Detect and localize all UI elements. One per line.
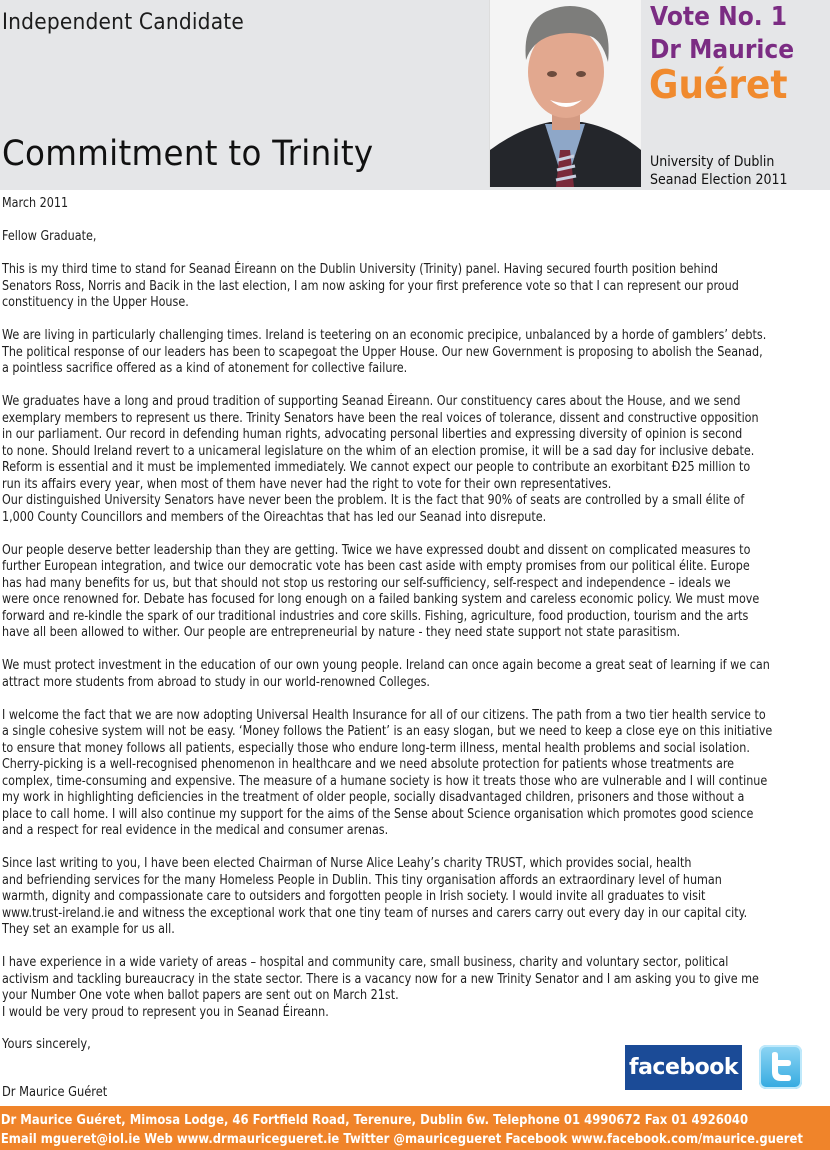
paragraph-line: your Number One vote when ballot papers are sent out on March 21st. (2, 988, 399, 1003)
paragraph-line: I have experience in a wide variety of areas – hospital and community care, small business, charity and voluntary sector, political (2, 955, 729, 970)
paragraph-line: Reform is essential and it must be implemented immediately. We cannot expect our people to contribute an exorbitant Đ25 million to (2, 460, 751, 475)
paragraph-line: They set an example for us all. (2, 922, 175, 937)
paragraph-line: have all been allowed to wither. Our people are entrepreneurial by nature - they need state support not state parasitism. (2, 625, 681, 640)
candidate-first-name: Dr Maurice (650, 35, 795, 65)
paragraph-line: activism and tackling bureaucracy in the state sector. There is a vacancy now for a new Trinity Senator and I am asking you to give me (2, 971, 759, 987)
paragraph-line: in our parliament. Our record in defending human rights, advocating personal liberties and expressing diversity of opinion is second (2, 427, 743, 442)
paragraph-line: Senators Ross, Norris and Bacik in the last election, I am now asking for your first preference vote so that I can represent our proud (2, 278, 739, 294)
letter-date: March 2011 (2, 196, 69, 211)
paragraph-line: run its affairs every year, when most of them have never had the right to vote for their own representatives. (2, 476, 612, 492)
paragraph-line: to none. Should Ireland revert to a unicameral legislature on the whim of an election promise, it will be a sad day for inclusive debate. (2, 443, 755, 459)
contact-footer (0, 1106, 830, 1150)
facebook-label: facebook (629, 1055, 738, 1080)
page-title: Commitment to Trinity (2, 134, 374, 174)
vote-number: Vote No. 1 (650, 2, 788, 32)
election-year: Seanad Election 2011 (650, 172, 788, 188)
paragraph-line: a single cohesive system will not be easy. ‘Money follows the Patient’ is an easy slogan, but we need to keep a close eye on this initiative (2, 724, 773, 739)
paragraph-line: complex, time-consuming and expensive. The measure of a humane society is how it treats those who are vulnerable and I will continue (2, 773, 768, 789)
letter-paragraph (2, 707, 773, 840)
paragraph-line: I would be very proud to represent you in Seanad Éireann. (2, 1004, 329, 1020)
paragraph-line: Our people deserve better leadership than they are getting. Twice we have expressed doubt and dissent on complicated measures to (2, 542, 751, 558)
twitter-icon (768, 1052, 794, 1082)
header-banner (0, 0, 830, 190)
letter-paragraph (2, 856, 748, 939)
letter-signature: Dr Maurice Guéret (2, 1085, 108, 1100)
paragraph-line: forward and re-kindle the spark of our traditional industries and core skills. Fishing, agriculture, food production, tourism and the arts (2, 608, 749, 624)
paragraph-line: has had many benefits for us, but that should not stop us restoring our self-sufficiency, self-respect and independence – ideals we (2, 575, 731, 591)
election-info (650, 153, 788, 189)
candidate-portrait-image (490, 0, 641, 187)
candidate-subtitle: Independent Candidate (2, 10, 245, 35)
letter-paragraph (2, 262, 739, 312)
letter-salutation: Fellow Graduate, (2, 229, 97, 244)
letter-paragraph (2, 394, 759, 526)
election-university: University of Dublin (650, 154, 775, 170)
footer-contacts: Email mgueret@iol.ie Web www.drmauricegueret.ie Twitter @mauricegueret Facebook www.facebook.com/maurice.gueret (0, 1131, 803, 1147)
paragraph-line: We are living in particularly challenging times. Ireland is teetering on an economic precipice, unbalanced by a horde of gamblers’ debts. (2, 328, 767, 343)
paragraph-line: and a respect for real evidence in the medical and consumer arenas. (2, 823, 389, 838)
paragraph-line: and befriending services for the many Homeless People in Dublin. This tiny organisation affords an extraordinary level of human (2, 872, 722, 888)
paragraph-line: constituency in the Upper House. (2, 295, 189, 310)
letter-paragraphs (2, 262, 830, 1021)
letter-paragraph (2, 955, 759, 1021)
paragraph-line: 1,000 County Councillors and members of the Oireachtas that has led our Seanad into disrepute. (2, 509, 547, 525)
paragraph-line: to ensure that money follows all patients, especially those who endure long-term illness, mental health problems and social isolation. (2, 740, 750, 756)
candidate-surname: Guéret (649, 63, 788, 108)
candidate-photo (489, 0, 641, 187)
paragraph-line: place to call home. I will also continue my support for the aims of the Sense about Science organisation which promotes good science (2, 806, 754, 822)
paragraph-line: We must protect investment in the education of our own young people. Ireland can once again become a great seat of learning if we can (2, 658, 770, 673)
paragraph-line: www.trust-ireland.ie and witness the exceptional work that one tiny team of nurses and carers carry out every day in our capital city. (2, 905, 748, 921)
paragraph-line: I welcome the fact that we are now adopting Universal Health Insurance for all of our citizens. The path from a two tier health service to (2, 707, 766, 723)
paragraph-line: my work in highlighting deficiencies in the treatment of older people, socially disadvantaged children, prisoners and those without a (2, 790, 745, 805)
letter-body (2, 196, 830, 1038)
letter-paragraph (2, 328, 767, 378)
paragraph-line: Cherry-picking is a well-recognised phenomenon in healthcare and we need absolute protection for patients whose treatments are (2, 757, 735, 772)
letter-closing: Yours sincerely, (2, 1037, 91, 1052)
facebook-button[interactable] (625, 1045, 742, 1090)
paragraph-line: This is my third time to stand for Seanad Éireann on the Dublin University (Trinity) panel. Having secured fourth position behind (2, 262, 718, 277)
paragraph-line: The political response of our leaders has been to scapegoat the Upper House. Our new Government is proposing to abolish the Seanad, (2, 344, 763, 360)
letter-paragraph (2, 542, 760, 642)
footer-address: Dr Maurice Guéret, Mimosa Lodge, 46 Fortfield Road, Terenure, Dublin 6w. Telephone 01 4990672 Fax 01 4926040 (0, 1112, 749, 1128)
paragraph-line: further European integration, and twice our democratic vote has been cast aside with empty promises from our political élite. Europe (2, 559, 750, 574)
paragraph-line: were once renowned for. Debate has focused for long enough on a failed banking system and careless economic policy. We must move (2, 592, 760, 607)
paragraph-line: a pointless sacrifice offered as a kind of atonement for collective failure. (2, 361, 408, 376)
letter-paragraph (2, 658, 770, 691)
twitter-button[interactable] (759, 1045, 802, 1089)
paragraph-line: warmth, dignity and compassionate care to outsiders and forgotten people in Irish society. I would invite all graduates to visit (2, 889, 706, 904)
paragraph-line: Our distinguished University Senators have never been the problem. It is the fact that 90% of seats are controlled by a small élite of (2, 493, 745, 508)
paragraph-line: We graduates have a long and proud tradition of supporting Seanad Éireann. Our constituency cares about the House, and we send (2, 394, 741, 409)
paragraph-line: Since last writing to you, I have been elected Chairman of Nurse Alice Leahy’s charity TRUST, which provides social, health (2, 856, 692, 871)
paragraph-line: exemplary members to represent us there. Trinity Senators have been the real voices of tolerance, dissent and constructive opposition (2, 410, 759, 426)
paragraph-line: attract more students from abroad to study in our world-renowned Colleges. (2, 674, 430, 690)
